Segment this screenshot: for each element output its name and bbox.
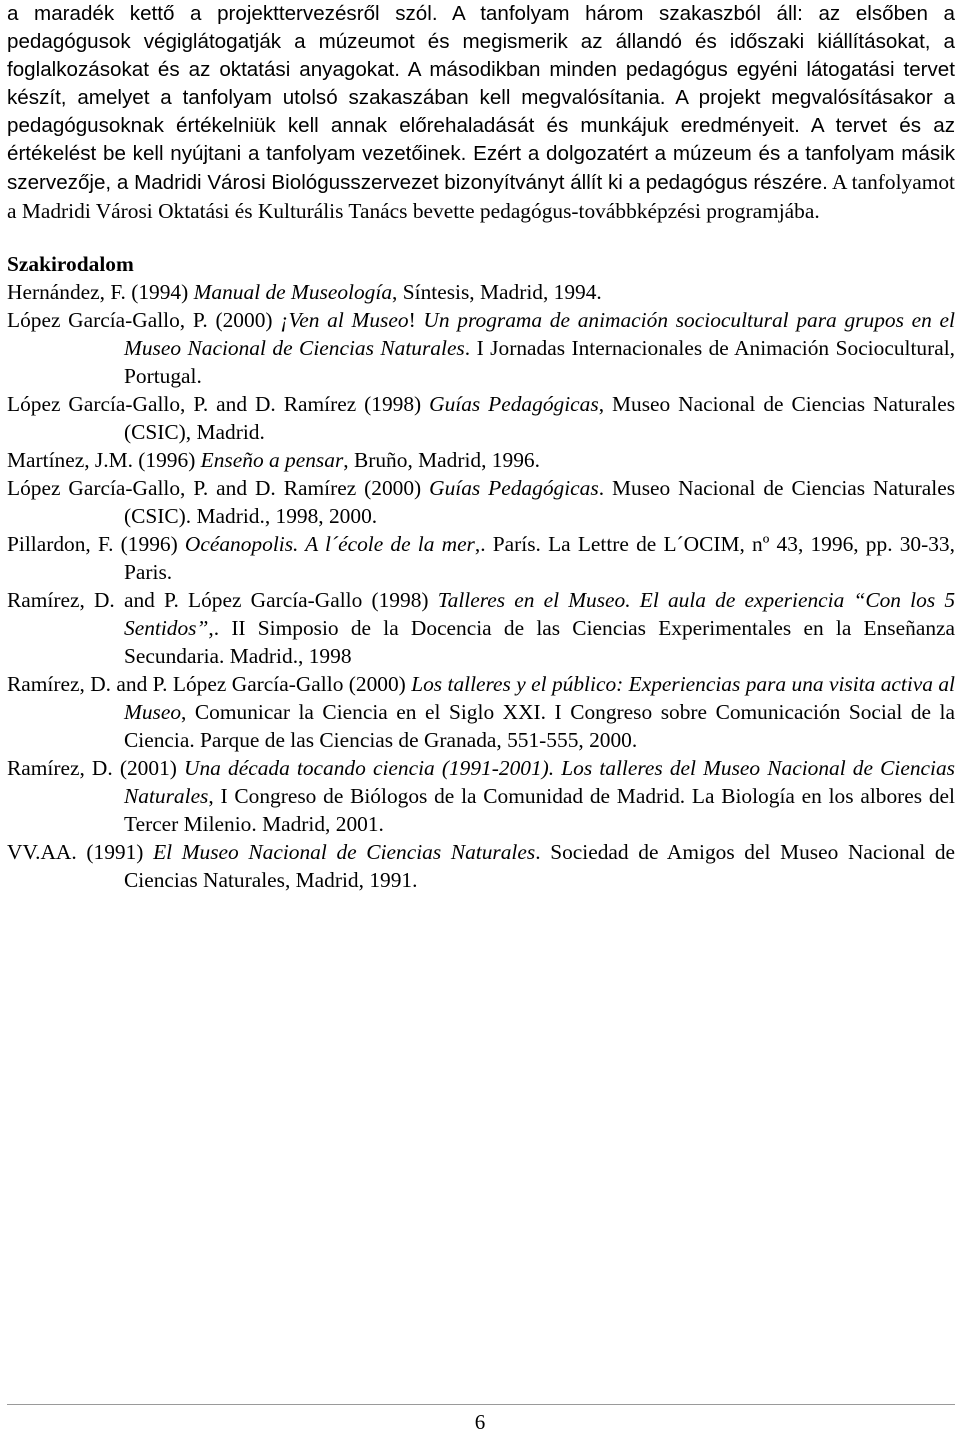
reference-text: Ramírez, D. and P. López García-Gallo (2000) [7, 672, 412, 696]
intro-serif-text: A tanfolyamot a Madridi Városi Oktatási és Kulturális Tanács bevette pedagógus-továbbképzési programjába. [7, 170, 955, 223]
reference-text: , Bruño, Madrid, 1996. [343, 448, 540, 472]
reference-text: . I Jornadas Internacionales de Animación Sociocultural, Portugal. [124, 336, 956, 388]
reference-text: , Comunicar la Ciencia en el Siglo XXI. I Congreso sobre Comunicación Social de la Ciencia. Parque de las Ciencias de Granada, 551-555, 2000. [124, 700, 955, 752]
reference-entry [7, 474, 955, 530]
reference-text: ,. II Simposio de la Docencia de las Ciencias Experimentales en la Enseñanza Secundaria. Madrid., 1998 [124, 616, 955, 668]
reference-title-text: Océanopolis. A l´école de la mer [184, 532, 475, 556]
reference-title-text: Enseño a pensar [200, 448, 344, 472]
reference-text: López García-Gallo, P. and D. Ramírez (1998) [7, 392, 430, 416]
reference-title-text: El Museo Nacional de Ciencias Naturales [153, 840, 536, 864]
reference-title-text: Guías Pedagógicas [429, 392, 599, 416]
reference-text: ,. París. La Lettre de L´OCIM, nº 43, 1996, pp. 30-33, Paris. [124, 532, 955, 584]
reference-text: VV.AA. (1991) [7, 840, 154, 864]
reference-text: Ramírez, D. and P. López García-Gallo (1998) [7, 588, 438, 612]
reference-text: López García-Gallo, P. (2000) [7, 308, 281, 332]
page-number: 6 [474, 1410, 486, 1434]
reference-text: López García-Gallo, P. and D. Ramírez (2000) [7, 476, 430, 500]
bibliography-heading: Szakirodalom [7, 252, 134, 276]
reference-list [7, 278, 955, 894]
reference-text: Pillardon, F. (1996) [7, 532, 185, 556]
reference-entry [7, 754, 955, 838]
reference-text: Martínez, J.M. (1996) [7, 448, 201, 472]
reference-entry [7, 278, 955, 306]
reference-text: . Museo Nacional de Ciencias Naturales (CSIC). Madrid., 1998, 2000. [124, 476, 956, 528]
reference-text: , Museo Nacional de Ciencias Naturales (CSIC), Madrid. [124, 392, 956, 444]
footer-divider [7, 1404, 955, 1405]
reference-title-text: ¡Ven al Museo [280, 308, 409, 332]
reference-entry [7, 586, 955, 670]
reference-title-text: Guías Pedagógicas [429, 476, 599, 500]
reference-text: ! [408, 308, 424, 332]
reference-title-text: Los talleres y el público: Experiencias para una visita activa al Museo [124, 672, 955, 724]
reference-text: Hernández, F. (1994) [7, 280, 194, 304]
reference-entry [7, 446, 955, 474]
reference-text: , Síntesis, Madrid, 1994. [392, 280, 602, 304]
reference-text: Ramírez, D. (2001) [7, 756, 185, 780]
intro-sans-text: a maradék kettő a projekttervezésről szól. A tanfolyam három szakaszból áll: az elsőben a pedagógusok végiglátogatják a múzeumot és megismerik az állandó és időszaki kiállításokat, a foglalkozásokat és az oktatási anyagokat. A másodikban minden pedagógus egyéni látogatási tervet készít, amelyet a tanfolyam utolsó szakaszában kell megvalósítania. A projekt megvalósításakor a pedagógusoknak értékelniük kell annak előrehaladását és munkájuk eredményeit. A tervet és az értékelést be kell nyújtani a tanfolyam vezetőinek. Ezért a dolgozatért a múzeum és a tanfolyam másik szervezője, a Madridi Városi Biológusszervezet bizonyítványt állít ki a pedagógus részére. [7, 2, 955, 194]
reference-title-text: Talleres en el Museo. El aula de experiencia “Con los 5 Sentidos” [124, 588, 956, 640]
reference-title-text: Un programa de animación sociocultural para grupos en el Museo Nacional de Ciencias Naturales [124, 308, 955, 360]
reference-entry [7, 670, 955, 754]
reference-entry [7, 390, 955, 446]
intro-paragraph [7, 0, 955, 226]
reference-text: . Sociedad de Amigos del Museo Nacional de Ciencias Naturales, Madrid, 1991. [124, 840, 956, 892]
reference-entry [7, 838, 955, 894]
reference-text: , I Congreso de Biólogos de la Comunidad de Madrid. La Biología en los albores del Tercer Milenio. Madrid, 2001. [124, 784, 955, 836]
reference-title-text: Manual de Museología [193, 280, 393, 304]
document-page [7, 0, 955, 894]
reference-title-text: Una década tocando ciencia (1991-2001). Los talleres del Museo Nacional de Ciencias Naturales [124, 756, 955, 808]
reference-entry [7, 306, 955, 390]
bibliography-section [7, 250, 955, 894]
reference-entry [7, 530, 955, 586]
